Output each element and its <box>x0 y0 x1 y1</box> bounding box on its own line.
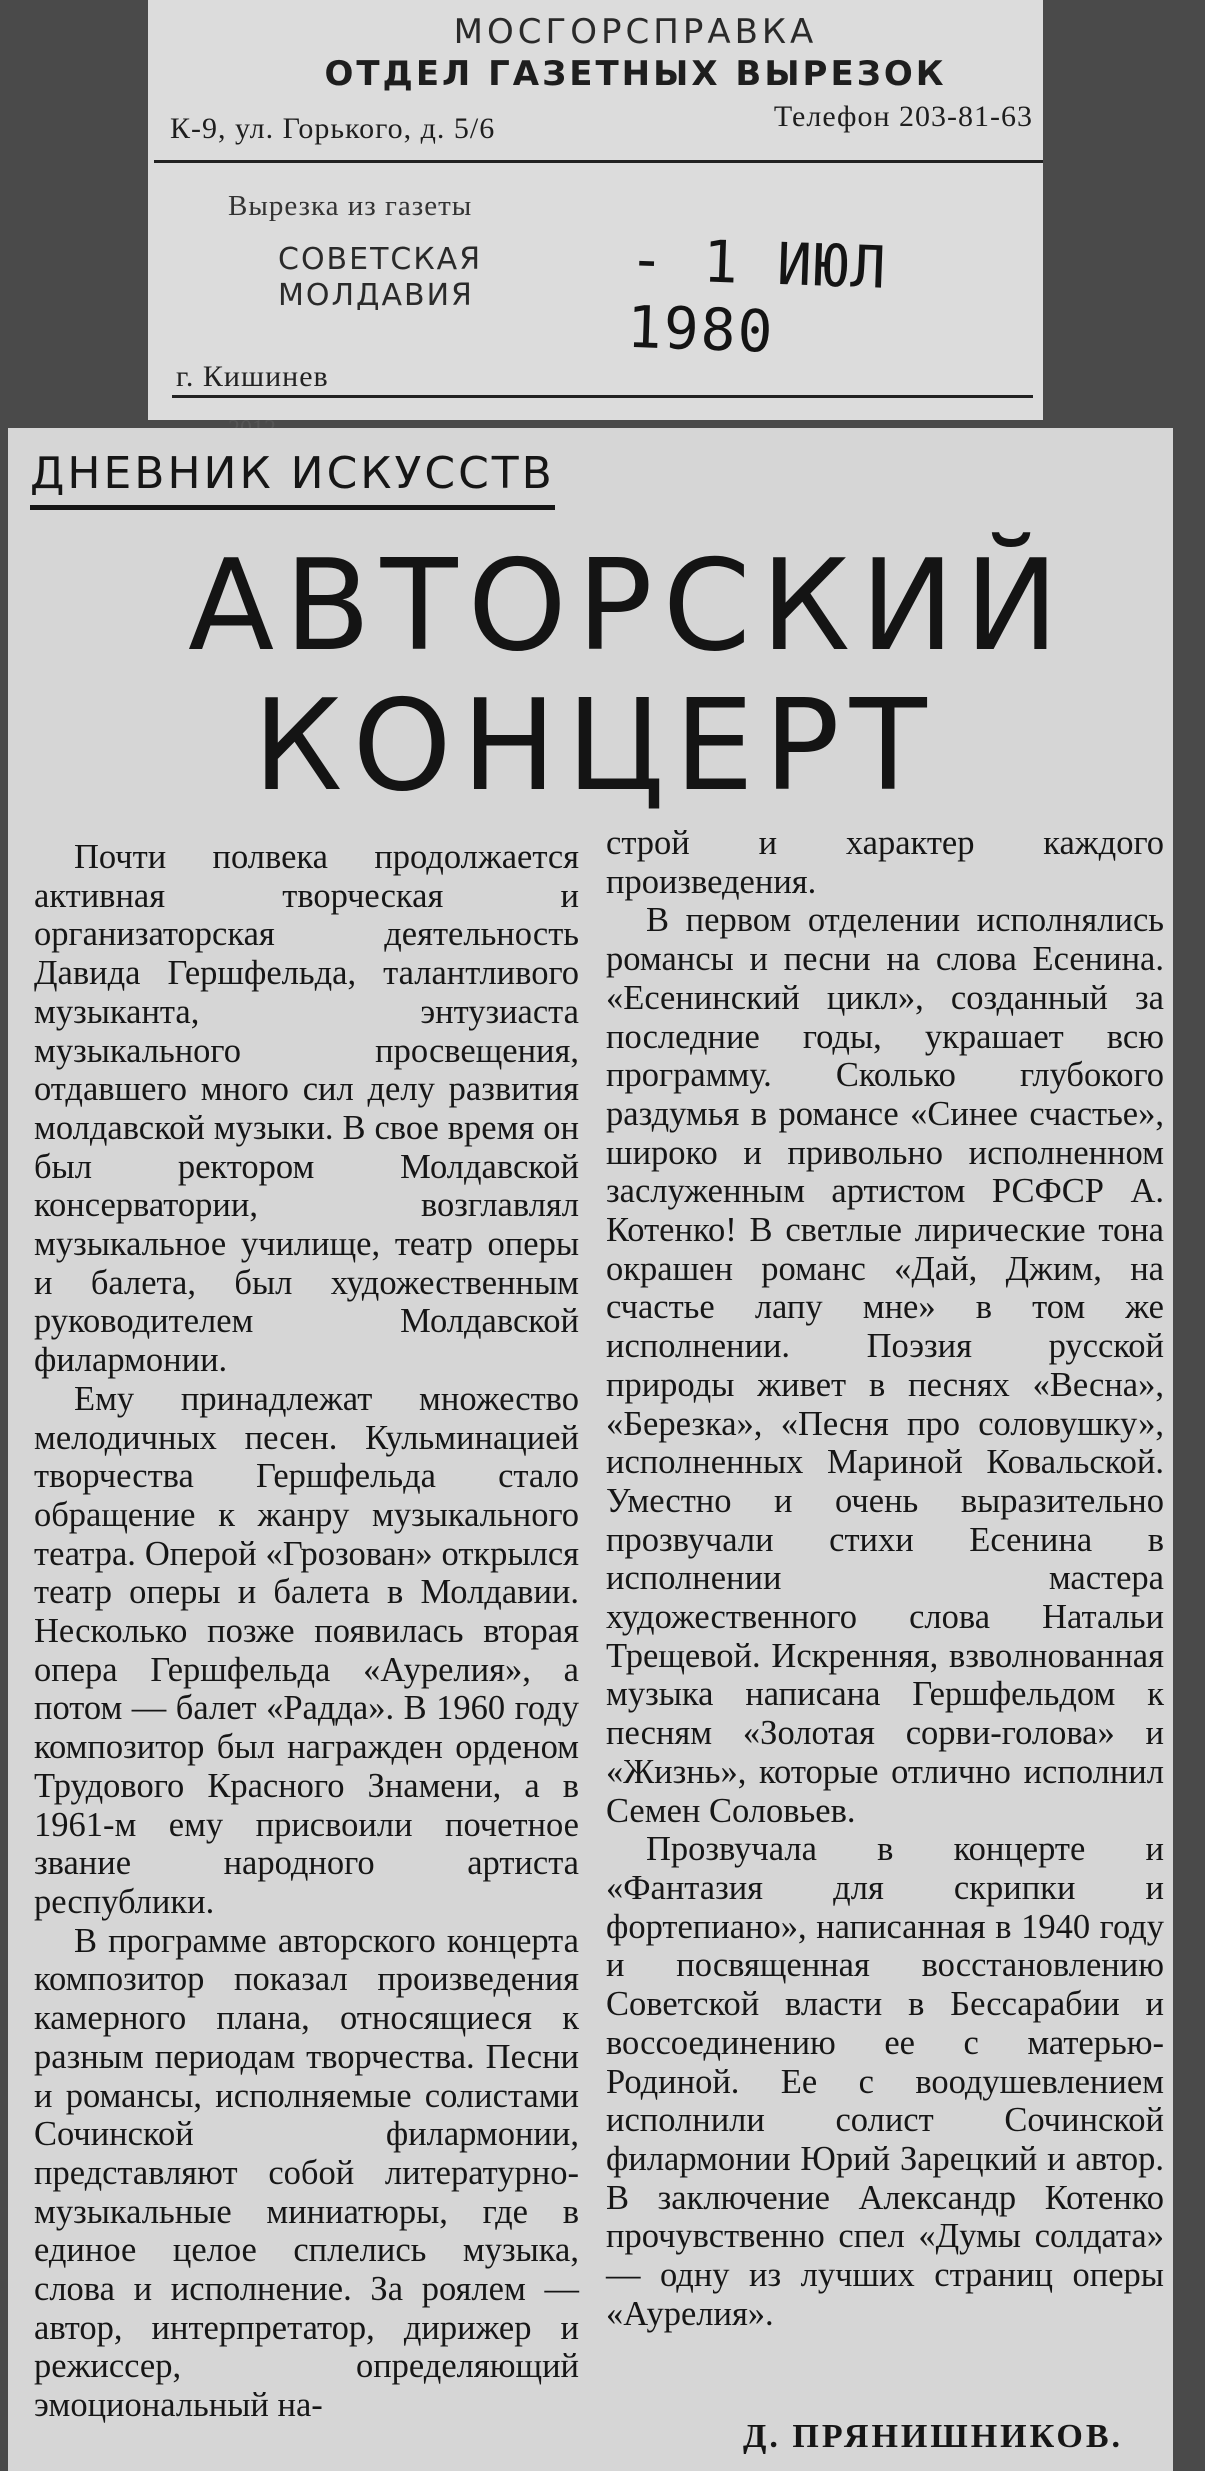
newspaper-name-line1: СОВЕТСКАЯ <box>278 242 483 277</box>
stamp-phone: Телефон 203-81-63 <box>773 100 1033 133</box>
section-rubric: ДНЕВНИК ИСКУССТВ <box>30 448 555 510</box>
stamp-department: ОТДЕЛ ГАЗЕТНЫХ ВЫРЕЗОК <box>324 54 947 94</box>
article-column-1 <box>34 838 579 2425</box>
paragraph: В программе авторского концерта композитор показал произведения камерного плана, относящиеся к разным периодам творчества. Песни и романсы, исполняемые солистами Сочинской филармонии, представляют собой литературно-музыкальные миниатюры, где в единое целое сплелись музыка, слова и исполнение. За роялем — автор, интерпретатор, дирижер и режиссер, определяющий эмоциональный на- <box>34 1921 579 2425</box>
stamp-org: МОСГОРСПРАВКА <box>453 12 818 52</box>
stamp-divider-bottom <box>172 395 1033 398</box>
headline-line1: АВТОРСКИЙ <box>188 532 1069 679</box>
article-column-2 <box>606 824 1164 2333</box>
stamp-newspaper-name <box>278 242 482 314</box>
newspaper-clipping <box>8 428 1173 2471</box>
paragraph-continued: строй и характер каждого произведения. <box>606 824 1164 901</box>
headline-line2: КОНЦЕРТ <box>253 672 937 819</box>
stamp-date: - 1 ИЮЛ 1980 <box>625 224 889 366</box>
newspaper-name-line2: МОЛДАВИЯ <box>278 278 474 313</box>
stamp-clipping-from: Вырезка из газеты <box>228 190 473 222</box>
stamp-address: К-9, ул. Горького, д. 5/6 <box>170 112 496 145</box>
stamp-divider <box>154 160 1043 163</box>
author-signature: Д. ПРЯНИШНИКОВ. <box>743 2418 1124 2455</box>
paragraph: В первом отделении исполнялись романсы и песни на слова Есенина. «Есенинский цикл», созданный за последние годы, украшает всю программу. Сколько глубокого раздумья в романсе «Синее счастье», широко и привольно исполненном заслуженным артистом РСФСР А. Котенко! В светлые лирические тона окрашен романс «Дай, Джим, на счастье лапу мне» в том же исполнении. Поэзия русской природы живет в песнях «Весна», «Березка», «Песня про соловушку», исполненных Мариной Ковальской. Уместно и очень выразительно прозвучали стихи Есенина в исполнении мастера художественного слова Натальи Трещевой. Искренняя, взволнованная музыка написана Гершфельдом к песням «Золотая сорви-голова» и «Жизнь», которые отлично исполнил Семен Соловьев. <box>606 901 1164 1830</box>
paragraph: Ему принадлежат множество мелодичных песен. Кульминацией творчества Гершфельда стало обращение к жанру музыкального театра. Оперой «Грозован» открылся театр оперы и балета в Молдавии. Несколько позже появилась вторая опера Гершфельда «Аурелия», а потом — балет «Радда». В 1960 году композитор был награжден орденом Трудового Красного Знамени, а в 1961-м ему присвоили почетное звание народного артиста республики. <box>34 1379 579 1921</box>
stamp-city: г. Кишинев <box>176 360 329 393</box>
paragraph: Прозвучала в концерте и «Фантазия для скрипки и фортепиано», написанная в 1940 году и посвященная восстановлению Советской власти в Бессарабии и воссоединению ее с матерью-Родиной. Ее с воодушевлением исполнили солист Сочинской филармонии Юрий Зарецкий и автор. В заключение Александр Котенко прочувственно спел «Думы солдата» — одну из лучших страниц оперы «Аурелия». <box>606 1830 1164 2333</box>
clipping-service-stamp <box>148 0 1043 420</box>
paragraph: Почти полвека продолжается активная творческая и организаторская деятельность Давида Гершфельда, талантливого музыканта, энтузиаста музыкального просвещения, отдавшего много сил делу развития молдавской музыки. В свое время он был ректором Молдавской консерватории, возглавлял музыкальное училище, театр оперы и балета, был художественным руководителем Молдавской филармонии. <box>34 838 579 1380</box>
